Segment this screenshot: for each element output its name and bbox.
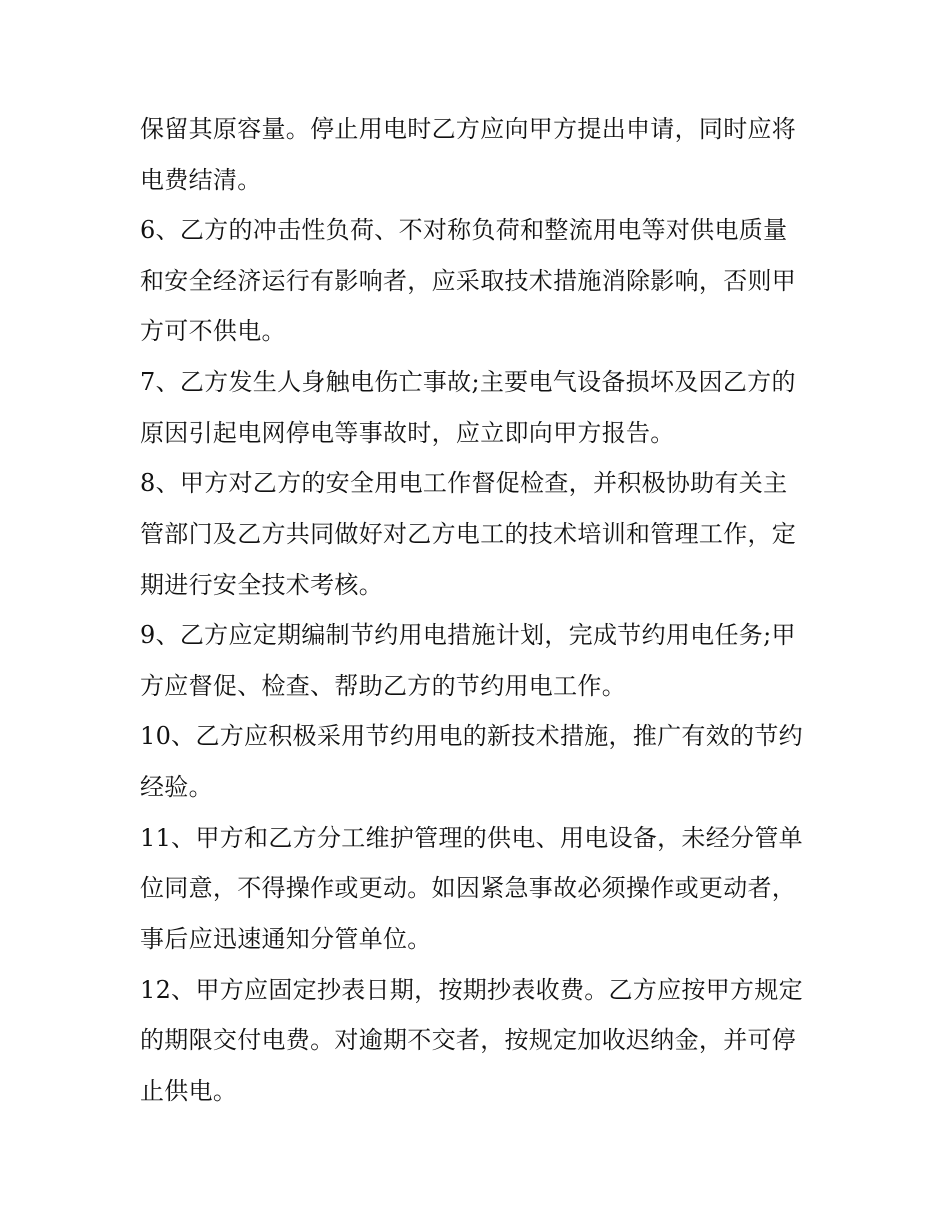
text-line: 保留其原容量。停止用电时乙方应向甲方提出申请，同时应将: [140, 115, 797, 143]
text-line: 12、甲方应固定抄表日期，按期抄表收费。乙方应按甲方规定: [140, 976, 803, 1004]
text-line: 电费结清。: [140, 166, 262, 194]
text-line: 7、乙方发生人身触电伤亡事故;主要电气设备损坏及因乙方的: [140, 368, 796, 396]
text-line: 9、乙方应定期编制节约用电措施计划，完成节约用电任务;甲: [140, 621, 796, 649]
text-line: 原因引起电网停电等事故时，应立即向甲方报告。: [140, 419, 675, 447]
text-line: 10、乙方应积极采用节约用电的新技术措施，推广有效的节约: [140, 722, 803, 750]
text-line: 事后应迅速通知分管单位。: [140, 925, 432, 953]
text-line: 的期限交付电费。对逾期不交者，按规定加收迟纳金，并可停: [140, 1026, 797, 1054]
text-line: 管部门及乙方共同做好对乙方电工的技术培训和管理工作，定: [140, 520, 797, 548]
text-line: 和安全经济运行有影响者，应采取技术措施消除影响，否则甲: [140, 267, 797, 295]
text-line: 期进行安全技术考核。: [140, 571, 383, 599]
text-line: 经验。: [140, 773, 213, 801]
text-line: 8、甲方对乙方的安全用电工作督促检查，并积极协助有关主: [140, 469, 788, 497]
text-line: 6、乙方的冲击性负荷、不对称负荷和整流用电等对供电质量: [140, 216, 788, 244]
text-line: 位同意，不得操作或更动。如因紧急事故必须操作或更动者，: [140, 874, 797, 902]
text-line: 11、甲方和乙方分工维护管理的供电、用电设备，未经分管单: [140, 824, 803, 852]
text-line: 方可不供电。: [140, 317, 286, 345]
text-line: 方应督促、检查、帮助乙方的节约用电工作。: [140, 672, 626, 700]
text-line: 止供电。: [140, 1077, 238, 1105]
